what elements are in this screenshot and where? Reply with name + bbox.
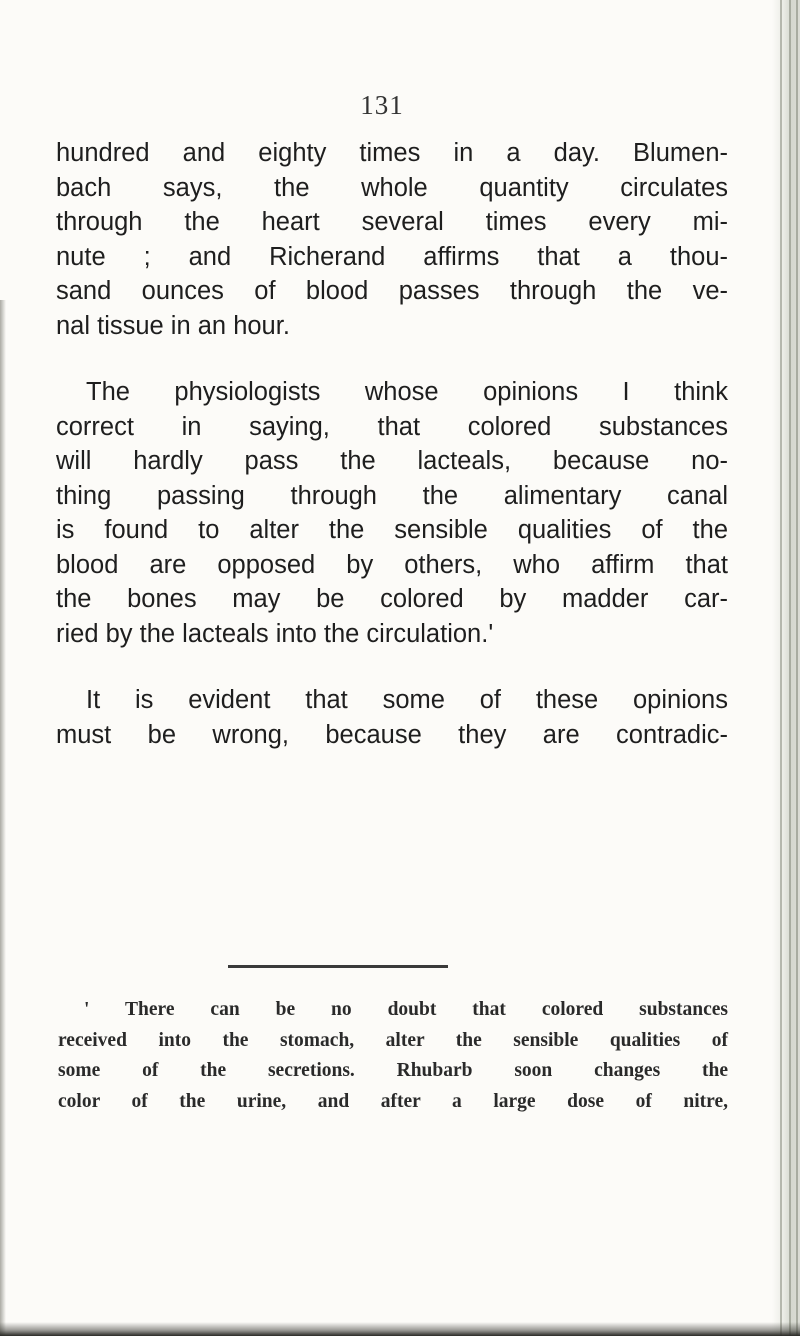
page-edge-line (789, 0, 791, 1336)
page-number: 131 (360, 90, 404, 120)
footnote-line: ' There can be no doubt that colored substances (84, 999, 728, 1020)
text-line: through the heart several times every mi- (56, 208, 728, 236)
paragraph-1 (56, 136, 728, 343)
text-line: hundred and eighty times in a day. Blumen- (56, 139, 728, 167)
page-edge-shadow (772, 0, 800, 1336)
text-line: ried by the lacteals into the circulation.' (56, 619, 494, 648)
text-line: nal tissue in an hour. (56, 311, 290, 340)
text-line: nute ; and Richerand affirms that a thou- (56, 242, 728, 271)
paragraph-2 (56, 375, 728, 651)
text-line: must be wrong, because they are contradic- (56, 720, 728, 749)
footnote-line: received into the stomach, alter the sensible qualities of (58, 1029, 728, 1051)
text-line: The physiologists whose opinions I think (86, 378, 728, 406)
text-line: thing passing through the alimentary canal (56, 481, 728, 510)
page-bottom-edge (0, 1322, 800, 1336)
page-binding-shadow (0, 300, 6, 1336)
text-line: blood are opposed by others, who affirm that (56, 550, 728, 579)
paragraph-3 (56, 683, 728, 752)
text-line: the bones may be colored by madder car- (56, 585, 728, 613)
text-line: bach says, the whole quantity circulates (56, 173, 728, 202)
footnote-line: color of the urine, and after a large dose of nitre, (58, 1090, 728, 1112)
footnote-separator-rule (228, 965, 448, 968)
paragraph-gap (56, 651, 728, 683)
paragraph-gap (56, 343, 728, 375)
page-edge-line (780, 0, 782, 1336)
text-line: is found to alter the sensible qualities of the (56, 516, 728, 544)
page-edge-line (796, 0, 798, 1336)
footnote-line: some of the secretions. Rhubarb soon changes the (58, 1060, 728, 1081)
text-line: correct in saying, that colored substances (56, 412, 728, 441)
text-line: It is evident that some of these opinions (86, 686, 728, 714)
footnote (58, 995, 728, 1117)
body-text (56, 136, 728, 752)
text-line: sand ounces of blood passes through the ve- (56, 277, 728, 305)
text-line: will hardly pass the lacteals, because no- (56, 447, 728, 475)
